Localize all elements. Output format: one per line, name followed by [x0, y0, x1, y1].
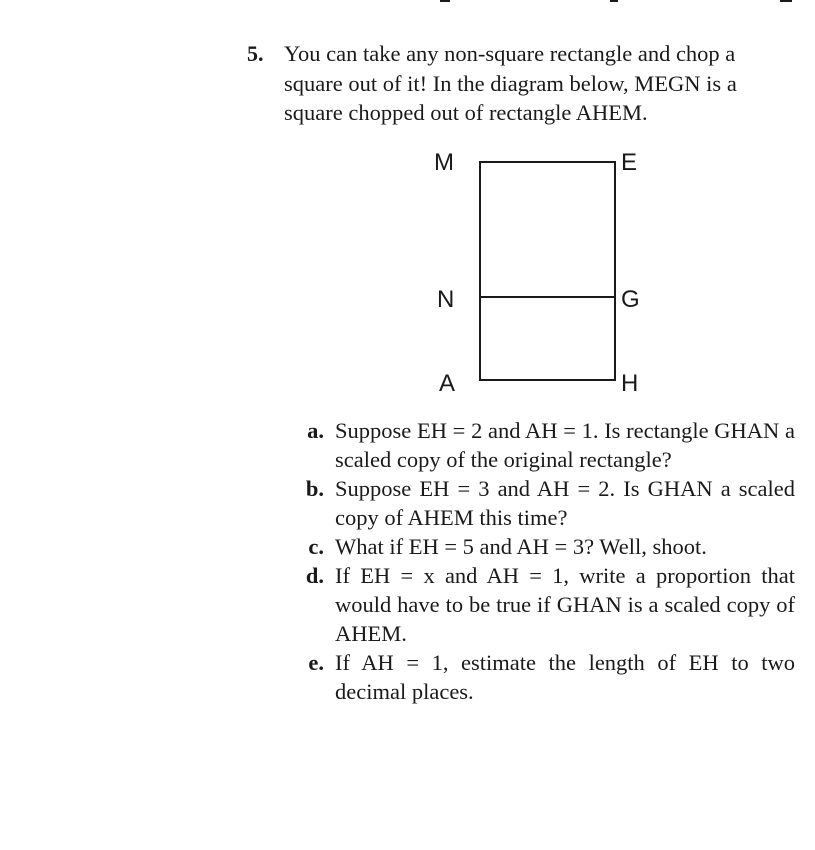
label-A: A — [439, 370, 456, 397]
label-M: M — [434, 149, 454, 176]
sub-question-text: Suppose EH = 3 and AH = 2. Is GHAN a scaled copy of AHEM this time? — [335, 476, 795, 530]
sub-questions — [300, 416, 795, 706]
rectangle-AHEM — [480, 162, 615, 380]
sub-question-d — [300, 561, 795, 648]
label-H: H — [621, 370, 639, 397]
sub-question-text: If AH = 1, estimate the length of EH to two decimal places. — [335, 650, 795, 704]
sub-question-e — [300, 648, 795, 706]
cutoff-mark — [440, 0, 450, 2]
sub-question-text: Suppose EH = 2 and AH = 1. Is rectangle GHAN a scaled copy of the original rectangle? — [335, 418, 795, 472]
cutoff-mark — [610, 0, 618, 2]
sub-question-label: a. — [307, 418, 324, 443]
label-G: G — [621, 286, 640, 313]
sub-question-label: d. — [305, 563, 324, 588]
sub-question-a — [300, 416, 795, 474]
sub-question-c — [300, 532, 795, 561]
sub-question-b — [300, 474, 795, 532]
label-E: E — [621, 149, 638, 176]
problem-number: 5. — [247, 41, 264, 66]
previous-page-cutoff-marks — [0, 0, 815, 8]
sub-question-text: If EH = x and AH = 1, write a proportion that would have to be true if GHAN is a scaled copy of AHEM. — [335, 563, 795, 646]
sub-question-text: What if EH = 5 and AH = 3? Well, shoot. — [335, 534, 707, 559]
cutoff-mark — [780, 0, 792, 2]
label-N: N — [437, 286, 455, 313]
sub-question-label: b. — [305, 476, 324, 501]
rectangle-diagram — [420, 140, 650, 400]
diagram-svg — [420, 140, 650, 400]
sub-question-label: e. — [308, 650, 324, 675]
sub-question-label: c. — [308, 534, 324, 559]
problem-statement: You can take any non-square rectangle and chop a square out of it! In the diagram below, MEGN is a square chopped out of rectangle AHEM. — [284, 41, 737, 125]
